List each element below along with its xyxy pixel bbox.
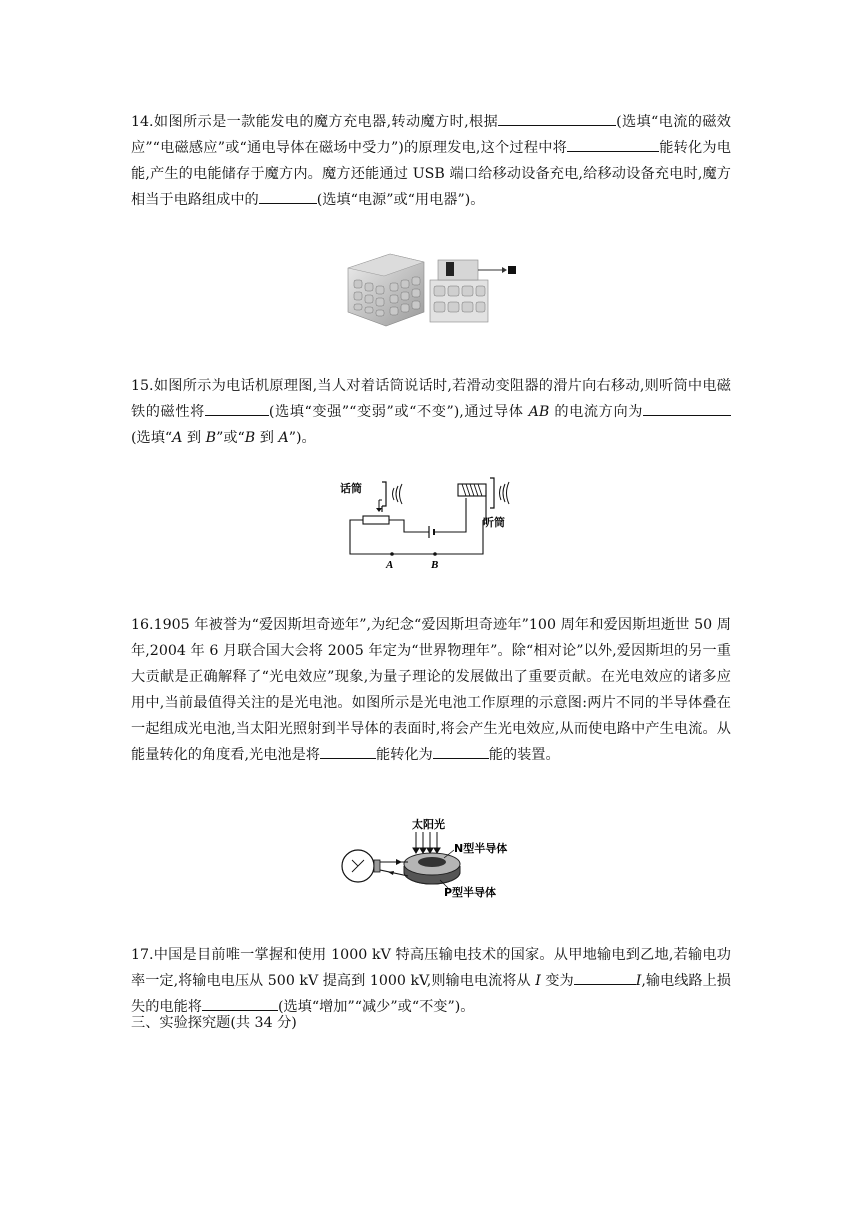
question-text: 能转化为电能,产生的电能储存于魔方内。魔方还能通过 USB 端口给移动设备充电,给移动设备充电时,魔方相当于电路组成中的 [131, 140, 731, 208]
point-b-label: B [431, 559, 439, 571]
question-number: 17. [131, 947, 154, 963]
var-a: A [278, 430, 289, 446]
question-text: 中国是目前唯一掌握和使用 1000 kV 特高压输电技术的国家。从甲地输电到乙地,若输电功率一定,将输电电压从 500 kV 提高到 1000 kV,则输电电流将从 [131, 947, 731, 989]
question-text: 如图所示为电话机原理图,当人对着话筒说话时,若滑动变阻器的滑片向右移动,则听筒中电磁铁的磁性将 [131, 378, 731, 420]
question-17 [131, 942, 731, 1020]
var-b: B [205, 430, 217, 446]
answer-blank-2[interactable] [202, 995, 278, 1011]
question-text: 如图所示是一款能发电的魔方充电器,转动魔方时,根据 [153, 114, 499, 130]
question-number: 15. [131, 378, 154, 394]
question-text: ”)。 [288, 430, 316, 446]
answer-blank-3[interactable] [259, 188, 317, 204]
p-type-label: P型半导体 [444, 886, 497, 899]
question-text: ”或“ [216, 430, 245, 446]
question-text: 到 [255, 430, 279, 446]
answer-blank-1[interactable] [205, 400, 269, 416]
answer-blank-2[interactable] [643, 400, 731, 416]
question-16 [131, 612, 731, 768]
question-text: ,输电线路上损失的电能将 [131, 973, 731, 1015]
question-text: (选填“变强”“变弱”或“不变”),通过导体 [268, 404, 529, 420]
var-b: B [244, 430, 256, 446]
answer-blank-2[interactable] [567, 136, 659, 152]
microphone-label: 话筒 [340, 482, 362, 495]
rubiks-cube-charger-figure [346, 250, 521, 328]
answer-blank-1[interactable] [320, 743, 376, 759]
question-text: 到 [182, 430, 206, 446]
point-a-label: A [386, 559, 394, 571]
question-text: (选填“增加”“减少”或“不变”)。 [277, 999, 475, 1015]
earpiece-label: 听筒 [483, 516, 505, 529]
answer-blank-1[interactable] [498, 110, 616, 126]
rubiks-cube-image [346, 250, 521, 328]
question-text: 1905 年被誉为“爱因斯坦奇迹年”,为纪念“爱因斯坦奇迹年”100 周年和爱因斯坦逝世 50 周年,2004 年 6 月联合国大会将 2005 年定为“世界物理年”。除“相对论”以外,爱因斯坦的另一重大贡献是正确解释了“光电效应”现象,为量子理论的发展做出了重要贡献。在光电效应的诸多应用中,当前最值得关注的是光电池。如图所示是光电池工作原理的示意图:两片不同的半导体叠在一起组成光电池,当太阳光照射到半导体的表面时,将会产生光电效应,从而使电路中产生电流。从能量转化的角度看,光电池是将 [131, 617, 731, 763]
conductor-label: AB [528, 404, 550, 420]
sound-waves-icon [393, 482, 510, 504]
photocell-diagram [336, 816, 536, 904]
question-text: (选填“ [131, 430, 173, 446]
answer-blank-2[interactable] [433, 743, 489, 759]
photocell-figure [336, 816, 536, 904]
question-number: 16. [131, 617, 154, 633]
n-type-label: N型半导体 [454, 842, 508, 855]
question-text: (选填“电源”或“用电器”)。 [316, 192, 485, 208]
rheostat [363, 516, 389, 524]
sunlight-arrows-icon [413, 832, 440, 853]
sunlight-label: 太阳光 [412, 818, 445, 831]
question-text: 变为 [540, 973, 574, 989]
question-15 [131, 373, 731, 451]
question-text: 的电流方向为 [549, 404, 643, 420]
var-a: A [172, 430, 183, 446]
telephone-circuit-diagram [338, 476, 528, 572]
telephone-circuit-figure [338, 476, 528, 572]
answer-blank-1[interactable] [574, 969, 636, 985]
question-14 [131, 109, 731, 213]
var-i: I [635, 973, 642, 989]
question-number: 14. [131, 114, 154, 130]
section-heading: 三、实验探究题(共 34 分) [131, 1015, 297, 1031]
var-i: I [535, 973, 541, 989]
question-text: 能转化为 [375, 747, 433, 763]
question-text: 能的装置。 [488, 747, 560, 763]
question-text: (选填“电流的磁效应”“电磁感应”或“通电导体在磁场中受力”)的原理发电,这个过程中将 [131, 114, 731, 156]
